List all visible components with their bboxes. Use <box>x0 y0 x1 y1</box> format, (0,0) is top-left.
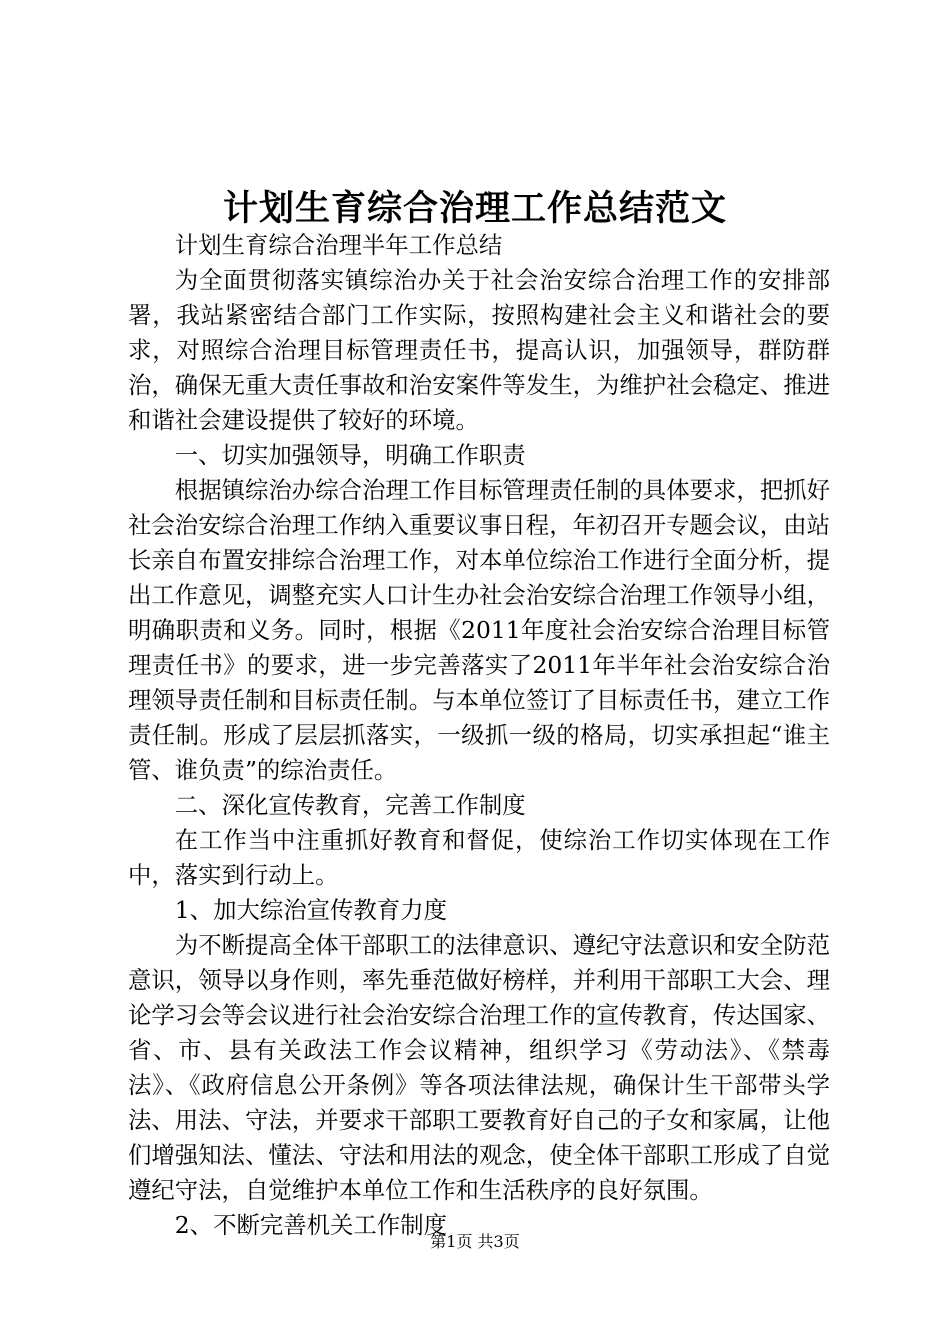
document-body <box>128 228 830 1243</box>
section-heading-1: 一、切实加强领导，明确工作职责 <box>174 441 526 469</box>
section-1-paragraph: 根据镇综治办综合治理工作目标管理责任制的具体要求，把抓好社会治安综合治理工作纳入重要议事日程，年初召开专题会议，由站长亲自布置安排综合治理工作，对本单位综治工作进行全面分析，提出工作意见，调整充实人口计生办社会治安综合治理工作领导小组，明确职责和义务。同时，根据《2011年度社会治安综合治理目标管理责任书》的要求，进一步完善落实了2011年半年社会治安综合治理领导责任制和目标责任制。与本单位签订了目标责任书，建立工作责任制。形成了层层抓落实，一级抓一级的格局，切实承担起“谁主管、谁负责”的综治责任。 <box>128 476 830 784</box>
subtitle-paragraph: 计划生育综合治理半年工作总结 <box>174 231 503 259</box>
subsection-1-paragraph: 为不断提高全体干部职工的法律意识、遵纪守法意识和安全防范意识，领导以身作则，率先垂范做好榜样，并利用干部职工大会、理论学习会等会议进行社会治安综合治理工作的宣传教育，传达国家、省、市、县有关政法工作会议精神，组织学习《劳动法》、《禁毒法》、《政府信息公开条例》等各项法律法规，确保计生干部带头学法、用法、守法，并要求干部职工要教育好自己的子女和家属，让他们增强知法、懂法、守法和用法的观念，使全体干部职工形成了自觉遵纪守法，自觉维护本单位工作和生活秩序的良好氛围。 <box>128 931 830 1204</box>
subsection-heading-1: 1、加大综治宣传教育力度 <box>174 896 447 924</box>
document-title: 计划生育综合治理工作总结范文 <box>222 188 727 229</box>
intro-paragraph: 为全面贯彻落实镇综治办关于社会治安综合治理工作的安排部署，我站紧密结合部门工作实际，按照构建社会主义和谐社会的要求，对照综合治理目标管理责任书，提高认识，加强领导，群防群治，确保无重大责任事故和治安案件等发生，为维护社会稳定、推进和谐社会建设提供了较好的环境。 <box>128 266 830 434</box>
subsection-heading-2: 2、不断完善机关工作制度 <box>174 1211 447 1239</box>
section-2-paragraph: 在工作当中注重抓好教育和督促，使综治工作切实体现在工作中，落实到行动上。 <box>128 826 830 889</box>
section-heading-2: 二、深化宣传教育，完善工作制度 <box>174 791 526 819</box>
page-footer: 第1页 共3页 <box>430 1232 520 1251</box>
